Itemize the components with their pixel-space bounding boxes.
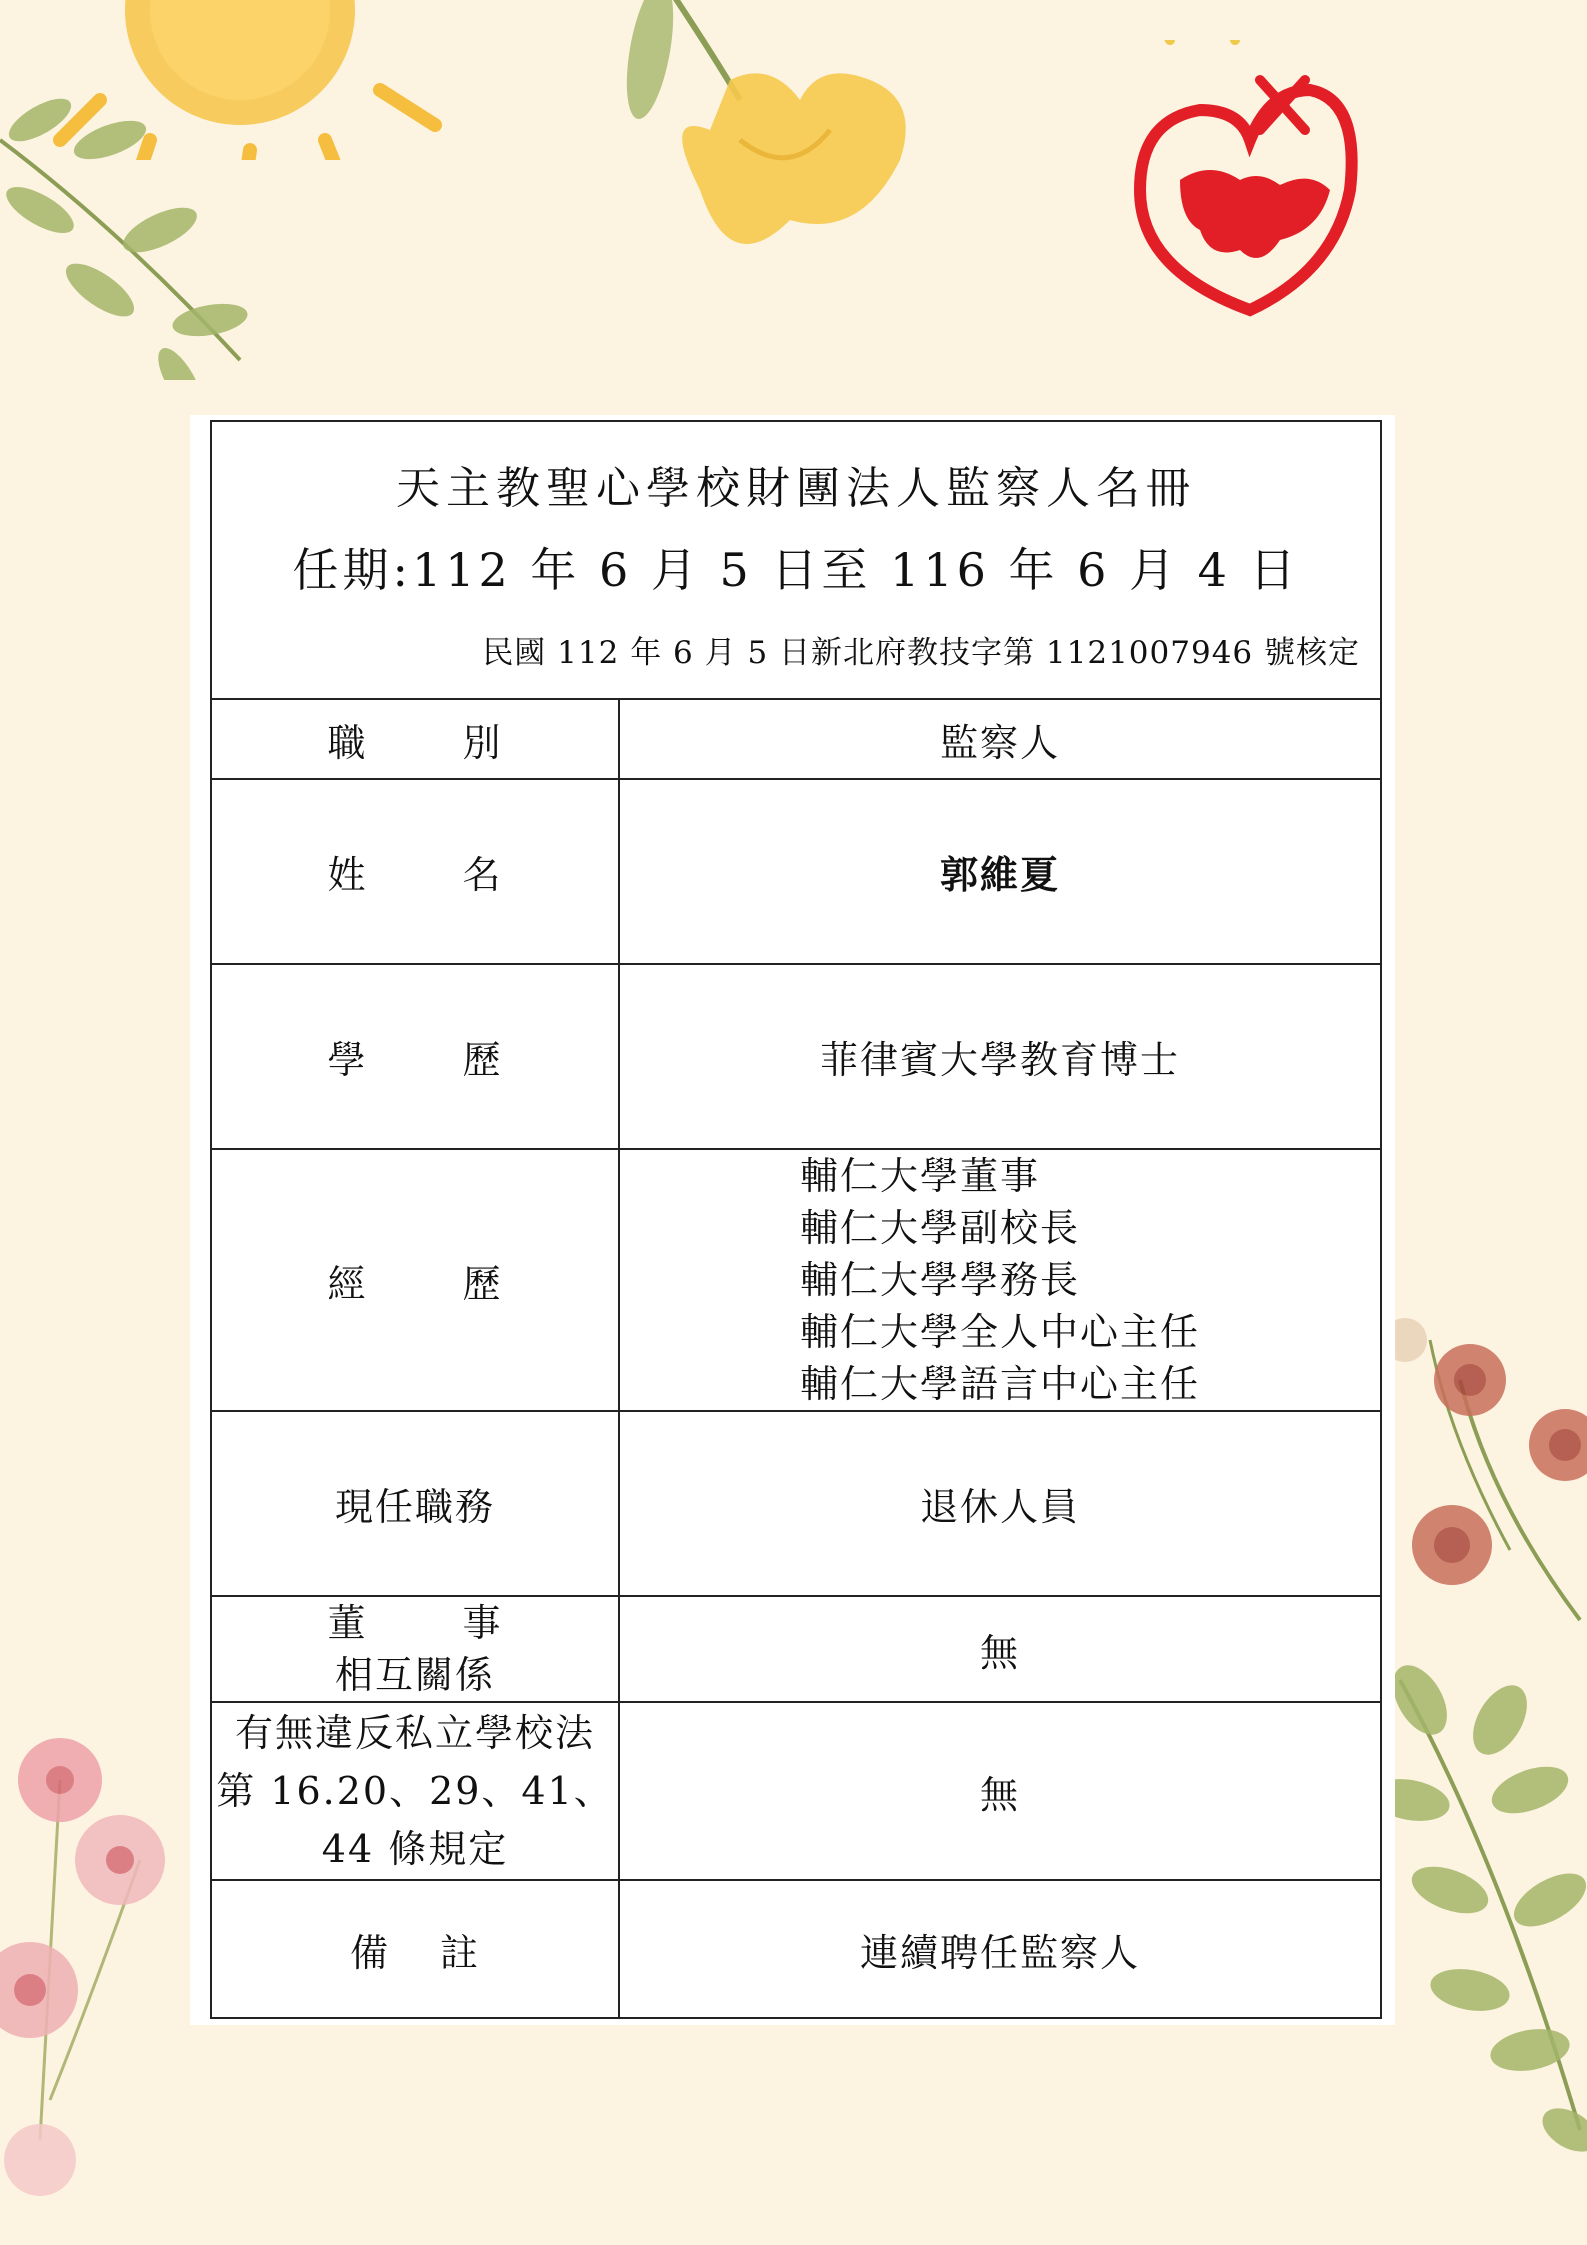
table-row <box>211 1702 1381 1880</box>
name-label: 姓 名 <box>211 779 619 964</box>
remarks-value: 連續聘任監察人 <box>619 1880 1381 2018</box>
education-label: 學 歷 <box>211 964 619 1149</box>
yellow-flower-icon <box>600 0 940 300</box>
red-flowers-icon <box>1390 1300 1587 1660</box>
leaf-branch-icon <box>1380 1660 1587 2160</box>
law-violation-value: 無 <box>619 1702 1381 1880</box>
law-violation-label: 有無違反私立學校法 第 16.20、29、41、 44 條規定 <box>211 1702 619 1880</box>
current-duty-label: 現任職務 <box>211 1411 619 1596</box>
table-row <box>211 1880 1381 2018</box>
pink-flowers-icon <box>0 1720 200 2240</box>
director-relation-value: 無 <box>619 1596 1381 1702</box>
list-item: 輔仁大學語言中心主任 <box>799 1362 1200 1406</box>
education-value: 菲律賓大學教育博士 <box>619 964 1381 1149</box>
experience-value <box>619 1149 1381 1411</box>
title-cell <box>211 421 1381 699</box>
position-label: 職 別 <box>211 699 619 779</box>
list-item: 輔仁大學學務長 <box>799 1258 1080 1302</box>
supervisor-roster-table <box>210 420 1382 2019</box>
table-row <box>211 1149 1381 1411</box>
table-row <box>211 1411 1381 1596</box>
director-relation-label: 董 事 相互關係 <box>211 1596 619 1702</box>
table-row <box>211 964 1381 1149</box>
list-item: 輔仁大學董事 <box>799 1154 1040 1198</box>
leaf-branch-icon <box>0 80 300 380</box>
position-value: 監察人 <box>619 699 1381 779</box>
remarks-label: 備 註 <box>211 1880 619 2018</box>
term-of-office: 任期:112 年 6 月 5 日至 116 年 6 月 4 日 <box>292 543 1300 597</box>
table-row <box>211 1596 1381 1702</box>
experience-label: 經 歷 <box>211 1149 619 1411</box>
sacred-heart-logo-icon <box>1120 40 1380 330</box>
list-item: 輔仁大學副校長 <box>799 1206 1080 1250</box>
title-row <box>211 421 1381 699</box>
current-duty-value: 退休人員 <box>619 1411 1381 1596</box>
document-title: 天主教聖心學校財團法人監察人名冊 <box>396 463 1196 514</box>
table-row <box>211 699 1381 779</box>
experience-list <box>800 1150 1200 1410</box>
list-item: 輔仁大學全人中心主任 <box>799 1310 1200 1354</box>
name-value: 郭維夏 <box>619 779 1381 964</box>
table-row <box>211 779 1381 964</box>
approval-note: 民國 112 年 6 月 5 日新北府教技字第 1121007946 號核定 <box>482 635 1360 671</box>
roster-sheet <box>190 415 1395 2025</box>
